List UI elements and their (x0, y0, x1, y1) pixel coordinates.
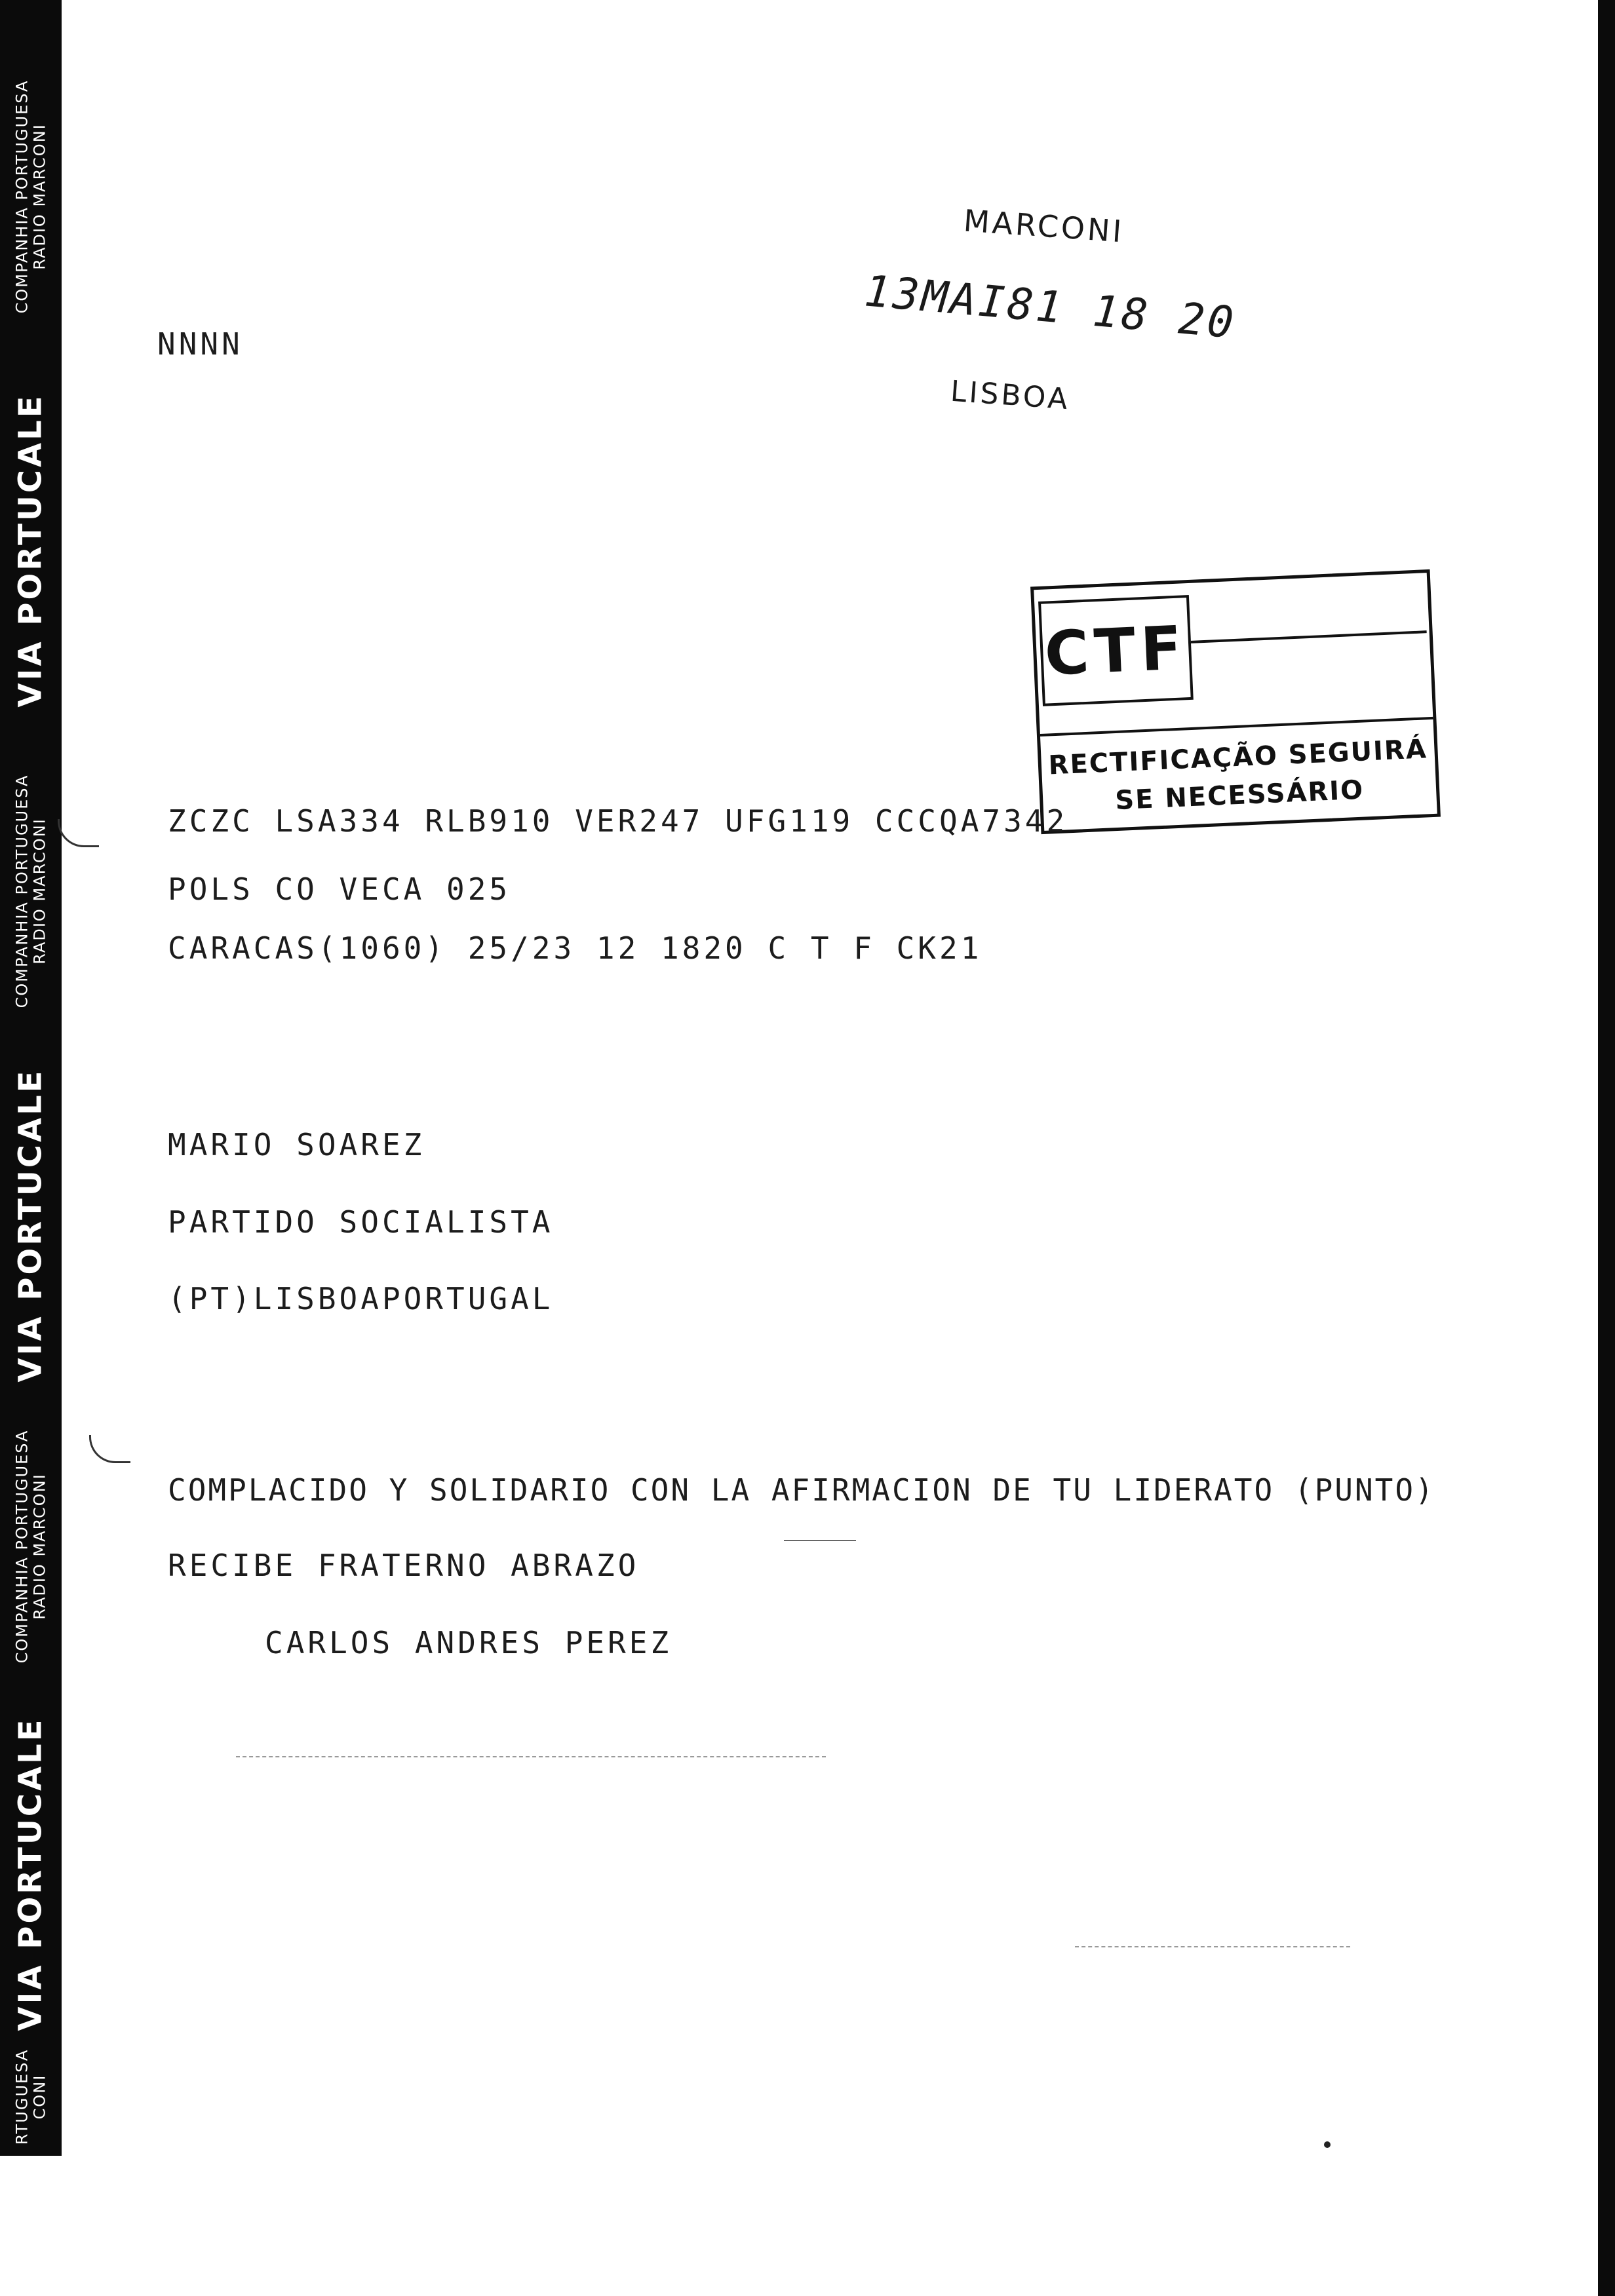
banner-via-text: VIA PORTUCALE (12, 1717, 49, 2031)
banner-partial-line2: CONI (30, 2074, 49, 2120)
banner-company-partial (0, 2038, 62, 2156)
banner-company-block (0, 39, 62, 354)
stamp-city: LISBOA (949, 374, 1072, 417)
banner-company-name: COMPANHIA PORTUGUESA (12, 79, 31, 314)
recipient-name: MARIO SOAREZ (168, 1127, 425, 1162)
stamp-date-time: 13MAI81 18 20 (862, 265, 1238, 349)
right-edge-text: RADIO MARCONI (1582, 498, 1595, 613)
paper-mark (58, 819, 99, 847)
banner-via-block (0, 380, 62, 721)
banner-partial-line1: RTUGUESA (12, 2048, 31, 2145)
left-banner-strip (0, 0, 62, 2156)
banner-company-name: COMPANHIA PORTUGUESA (12, 774, 31, 1008)
ctf-divider (1191, 630, 1427, 643)
ctf-code: CTF (1038, 595, 1194, 706)
ctf-stamp (1030, 569, 1441, 834)
ctf-caption (1041, 730, 1437, 823)
paper-dot (1324, 2141, 1331, 2148)
underline-mark (784, 1540, 856, 1541)
telegram-marker: NNNN (157, 326, 243, 362)
banner-company-sub: RADIO MARCONI (30, 123, 49, 270)
banner-via-block (0, 1717, 62, 2031)
paper-mark (89, 1435, 130, 1463)
banner-company-block (0, 734, 62, 1048)
banner-company-name: COMPANHIA PORTUGUESA (12, 1429, 31, 1664)
stamp-station: MARCONI (962, 202, 1125, 250)
right-edge-strip (1582, 0, 1615, 2296)
banner-company-block (0, 1389, 62, 1704)
message-line1: COMPLACIDO Y SOLIDARIO CON LA AFIRMACION DE TU LIDERATO (PUNTO) (168, 1472, 1435, 1508)
telegram-header-line2: POLS CO VECA 025 (168, 871, 511, 907)
recipient-organization: PARTIDO SOCIALISTA (168, 1204, 554, 1240)
recipient-address: (PT)LISBOAPORTUGAL (168, 1281, 554, 1316)
telegram-header-line3: CARACAS(1060) 25/23 12 1820 C T F CK21 (168, 930, 983, 966)
banner-via-text: VIA PORTUCALE (12, 1068, 49, 1383)
faint-separator (236, 1756, 826, 1757)
banner-via-block (0, 1062, 62, 1389)
banner-company-sub: RADIO MARCONI (30, 1473, 49, 1620)
telegram-header-line1: ZCZC LSA334 RLB910 VER247 UFG119 CCCQA7342 (168, 803, 1068, 839)
message-line2: RECIBE FRATERNO ABRAZO (168, 1548, 640, 1583)
banner-company-sub: RADIO MARCONI (30, 818, 49, 965)
ctf-caption-line2: SE NECESSÁRIO (1114, 775, 1365, 816)
banner-via-text: VIA PORTUCALE (12, 393, 49, 708)
faint-separator (1075, 1946, 1350, 1947)
signature: CARLOS ANDRES PEREZ (265, 1625, 672, 1660)
ctf-caption-line1: RECTIFICAÇÃO SEGUIRÁ (1047, 734, 1428, 781)
